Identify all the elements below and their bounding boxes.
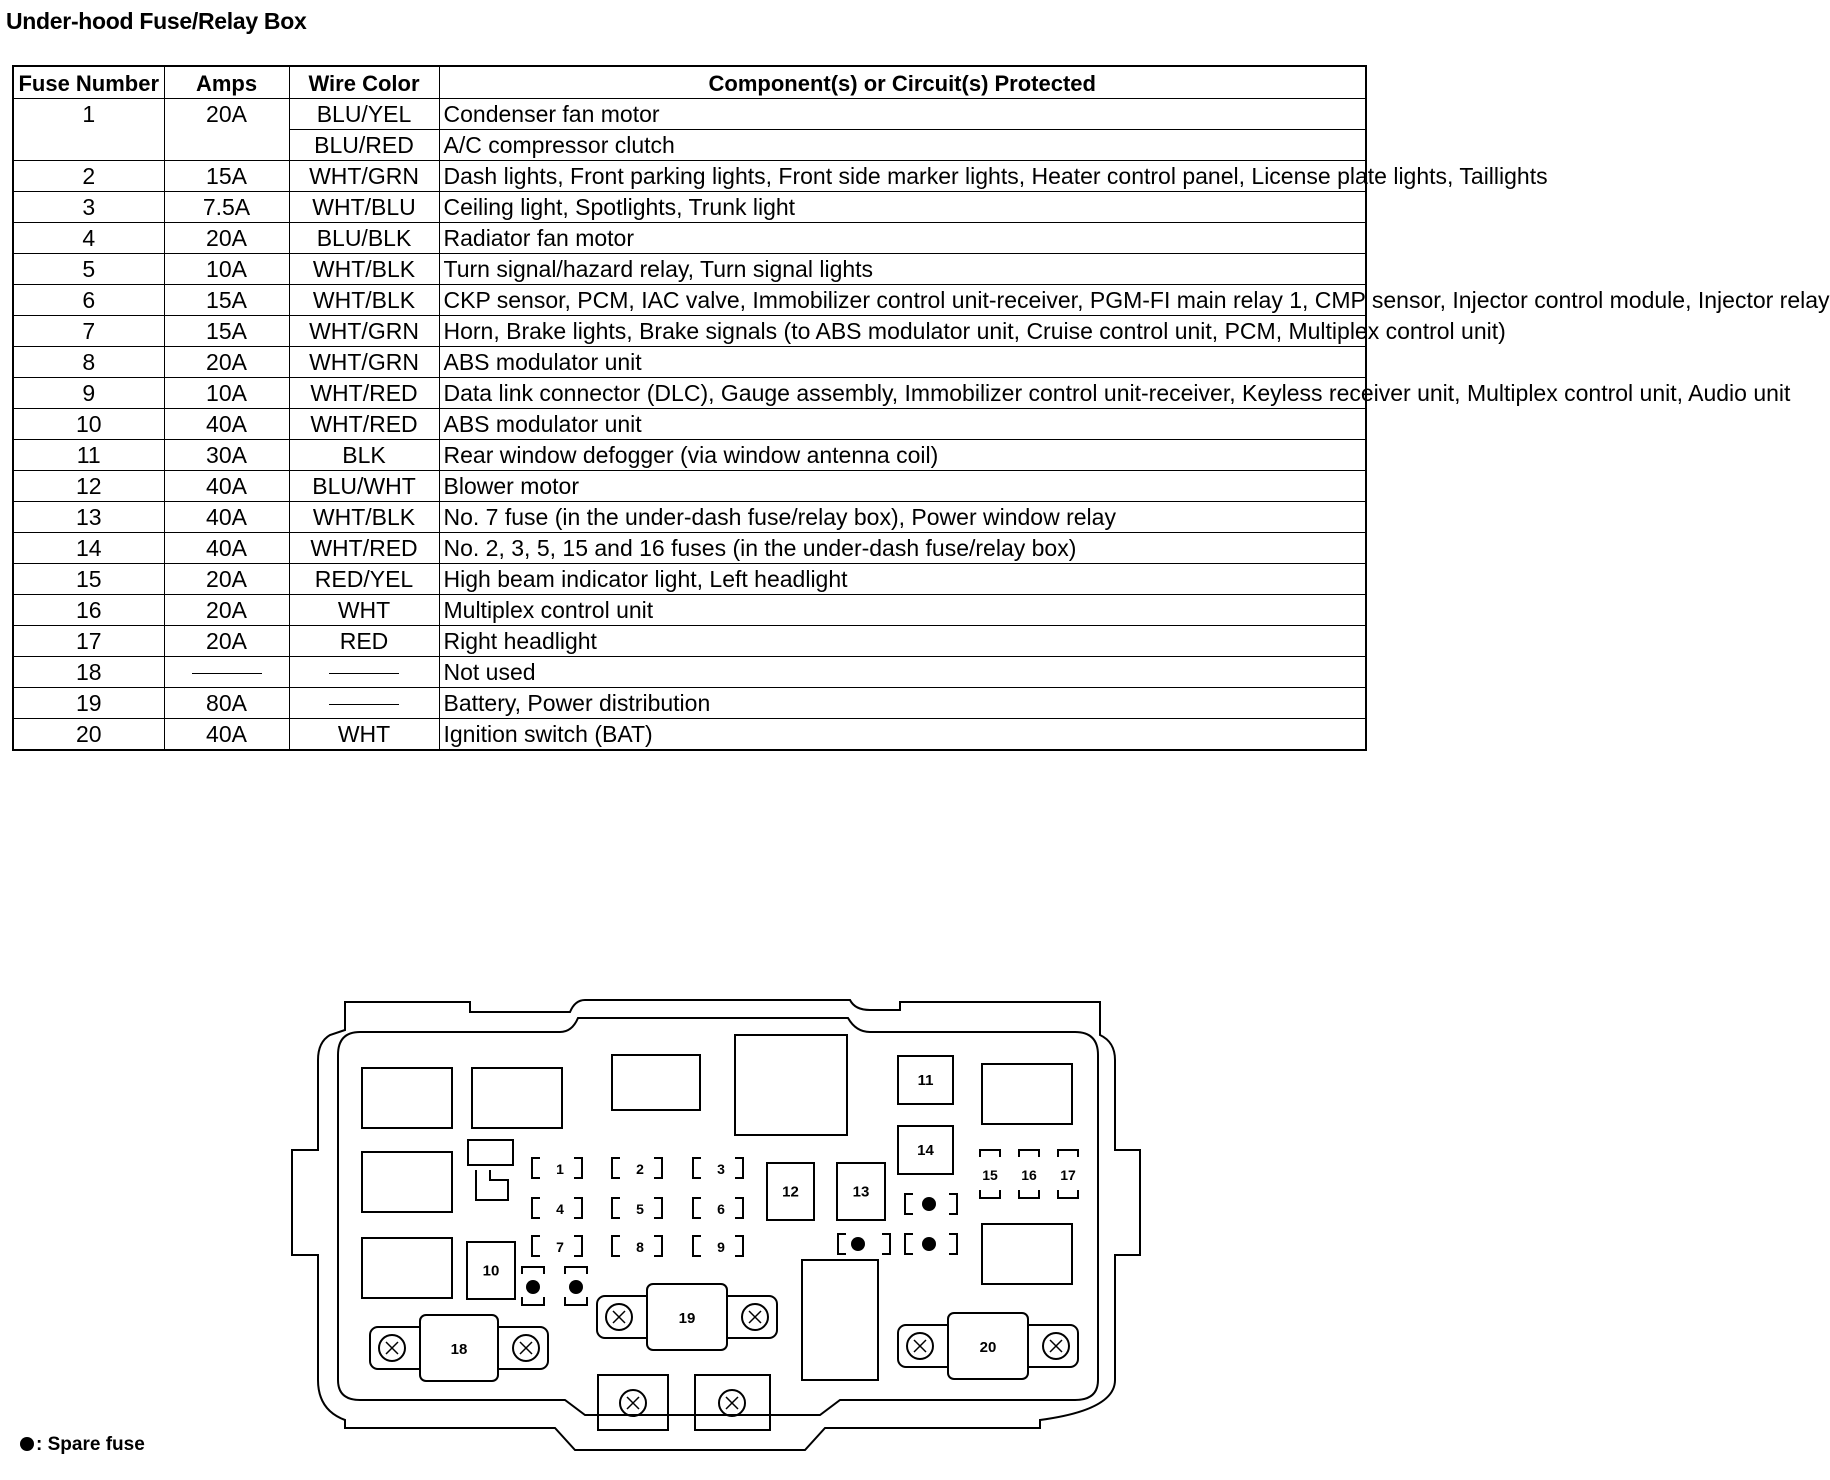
cell-component: No. 2, 3, 5, 15 and 16 fuses (in the under-dash fuse/relay box) bbox=[439, 533, 1366, 564]
header-fuse-number: Fuse Number bbox=[13, 66, 164, 99]
fuse-label-6: 6 bbox=[717, 1201, 725, 1217]
cell-component: Battery, Power distribution bbox=[439, 688, 1366, 719]
fuse-label-14: 14 bbox=[917, 1142, 934, 1159]
not-applicable-dash bbox=[192, 673, 262, 674]
spare-fuse-legend bbox=[20, 1434, 145, 1456]
fuse-table bbox=[12, 65, 1830, 751]
cell-amps: 15A bbox=[164, 285, 289, 316]
cell-wire-color: WHT/BLK bbox=[289, 285, 439, 316]
table-row bbox=[13, 161, 1366, 192]
table-row bbox=[13, 688, 1366, 719]
cell-amps: 40A bbox=[164, 471, 289, 502]
relay-right-1 bbox=[982, 1064, 1072, 1124]
cell-wire-color: WHT/GRN bbox=[289, 161, 439, 192]
relay-top-large bbox=[735, 1035, 847, 1135]
cell-wire-color bbox=[289, 657, 439, 688]
cell-wire-color: WHT/BLK bbox=[289, 502, 439, 533]
cell-component: ABS modulator unit bbox=[439, 409, 1366, 440]
fuse-label-17: 17 bbox=[1060, 1167, 1076, 1183]
cell-amps: 40A bbox=[164, 533, 289, 564]
cell-fuse-number: 1 bbox=[13, 99, 164, 130]
cell-fuse-number: 6 bbox=[13, 285, 164, 316]
fuse-label-12: 12 bbox=[782, 1183, 799, 1201]
cell-fuse-number: 19 bbox=[13, 688, 164, 719]
table-row bbox=[13, 471, 1366, 502]
header-component: Component(s) or Circuit(s) Protected bbox=[439, 66, 1366, 99]
fuse-label-20: 20 bbox=[979, 1339, 997, 1356]
cell-component: No. 7 fuse (in the under-dash fuse/relay box), Power window relay bbox=[439, 502, 1366, 533]
cell-wire-color: WHT bbox=[289, 719, 439, 751]
cell-fuse-number: 18 bbox=[13, 657, 164, 688]
fuse-label-1: 1 bbox=[556, 1161, 564, 1177]
fuse-label-11: 11 bbox=[917, 1072, 934, 1089]
cell-component: Ceiling light, Spotlights, Trunk light bbox=[439, 192, 1366, 223]
fuse-label-9: 9 bbox=[717, 1239, 725, 1255]
spare-fuse-dot bbox=[569, 1280, 583, 1294]
cell-amps: 30A bbox=[164, 440, 289, 471]
cell-amps: 10A bbox=[164, 254, 289, 285]
relay-left-3 bbox=[362, 1238, 452, 1298]
cell-fuse-number: 15 bbox=[13, 564, 164, 595]
cell-amps: 40A bbox=[164, 502, 289, 533]
relay-right-2 bbox=[982, 1224, 1072, 1284]
cell-fuse-number: 7 bbox=[13, 316, 164, 347]
table-row bbox=[13, 502, 1366, 533]
cell-amps: 40A bbox=[164, 719, 289, 751]
bolt-cross-icon bbox=[627, 1397, 639, 1409]
header-amps: Amps bbox=[164, 66, 289, 99]
table-row bbox=[13, 99, 1366, 130]
cell-wire-color: BLU/WHT bbox=[289, 471, 439, 502]
cell-amps: 7.5A bbox=[164, 192, 289, 223]
cell-wire-color: WHT/GRN bbox=[289, 347, 439, 378]
cell-amps: 20A bbox=[164, 347, 289, 378]
cell-component: Not used bbox=[439, 657, 1366, 688]
fuse-label-4: 4 bbox=[556, 1201, 564, 1217]
fuse-label-15: 15 bbox=[982, 1167, 998, 1183]
diode-connector-base bbox=[476, 1170, 508, 1200]
not-applicable-dash bbox=[329, 673, 399, 674]
cell-fuse-number: 9 bbox=[13, 378, 164, 409]
fuse-label-18: 18 bbox=[450, 1341, 468, 1358]
table-row bbox=[13, 657, 1366, 688]
table-row bbox=[13, 192, 1366, 223]
cell-component: High beam indicator light, Left headlight bbox=[439, 564, 1366, 595]
cell-amps: 40A bbox=[164, 409, 289, 440]
legend-label: : Spare fuse bbox=[36, 1434, 145, 1455]
cell-fuse-number: 12 bbox=[13, 471, 164, 502]
cell-component: A/C compressor clutch bbox=[439, 130, 1366, 161]
fuse-label-7: 7 bbox=[556, 1239, 564, 1255]
fuse-label-5: 5 bbox=[636, 1201, 644, 1217]
cell-component: Data link connector (DLC), Gauge assembly, Immobilizer control unit-receiver, Keyless receiver unit, Multiplex control unit, Audio unit bbox=[439, 378, 1366, 409]
cell-component: ABS modulator unit bbox=[439, 347, 1366, 378]
cell-wire-color: RED bbox=[289, 626, 439, 657]
cell-wire-color: BLU/YEL bbox=[289, 99, 439, 130]
table-row bbox=[13, 285, 1366, 316]
fuse-box-diagram bbox=[0, 980, 1392, 1450]
relay-top-1 bbox=[472, 1068, 562, 1128]
cell-wire-color: BLU/RED bbox=[289, 130, 439, 161]
table-row bbox=[13, 316, 1366, 347]
table-row bbox=[13, 533, 1366, 564]
cell-fuse-number: 20 bbox=[13, 719, 164, 751]
fuse-label-8: 8 bbox=[636, 1239, 644, 1255]
cell-wire-color bbox=[289, 688, 439, 719]
fuse-label-10: 10 bbox=[482, 1262, 500, 1280]
table-row bbox=[13, 409, 1366, 440]
cell-wire-color: BLU/BLK bbox=[289, 223, 439, 254]
cell-fuse-number: 4 bbox=[13, 223, 164, 254]
cell-fuse-number: 10 bbox=[13, 409, 164, 440]
bolt-cross-icon bbox=[914, 1340, 926, 1352]
table-row bbox=[13, 223, 1366, 254]
relay-left-2 bbox=[362, 1152, 452, 1212]
relay-right-tall bbox=[802, 1260, 878, 1380]
table-row bbox=[13, 719, 1366, 751]
cell-wire-color: WHT/BLU bbox=[289, 192, 439, 223]
table-row bbox=[13, 564, 1366, 595]
cell-amps: 20A bbox=[164, 99, 289, 130]
cell-fuse-number: 11 bbox=[13, 440, 164, 471]
cell-component: Radiator fan motor bbox=[439, 223, 1366, 254]
cell-fuse-number: 8 bbox=[13, 347, 164, 378]
bolt-cross-icon bbox=[386, 1342, 398, 1354]
cell-component: Turn signal/hazard relay, Turn signal lights bbox=[439, 254, 1366, 285]
cell-fuse-number bbox=[13, 130, 164, 161]
cell-component: Horn, Brake lights, Brake signals (to ABS modulator unit, Cruise control unit, PCM, Multiplex control unit) bbox=[439, 316, 1366, 347]
cell-component: Ignition switch (BAT) bbox=[439, 719, 1366, 751]
spare-fuse-dot bbox=[922, 1237, 936, 1251]
page-title: Under-hood Fuse/Relay Box bbox=[6, 8, 307, 34]
cell-fuse-number: 5 bbox=[13, 254, 164, 285]
cell-fuse-number: 16 bbox=[13, 595, 164, 626]
table-header-row bbox=[13, 66, 1366, 99]
table-row bbox=[13, 440, 1366, 471]
bolt-cross-icon bbox=[1050, 1340, 1062, 1352]
spare-fuse-dot bbox=[922, 1197, 936, 1211]
cell-component: Right headlight bbox=[439, 626, 1366, 657]
cell-fuse-number: 2 bbox=[13, 161, 164, 192]
cell-component: Multiplex control unit bbox=[439, 595, 1366, 626]
spare-fuse-dot bbox=[851, 1237, 865, 1251]
cell-fuse-number: 17 bbox=[13, 626, 164, 657]
fuse-label-3: 3 bbox=[717, 1161, 725, 1177]
relay-top-2 bbox=[612, 1055, 700, 1110]
header-wire-color: Wire Color bbox=[289, 66, 439, 99]
spare-fuse-dot-icon bbox=[20, 1437, 34, 1451]
bolt-cross-icon bbox=[726, 1397, 738, 1409]
cell-amps: 20A bbox=[164, 223, 289, 254]
cell-component: Dash lights, Front parking lights, Front side marker lights, Heater control panel, License plate lights, Taillights bbox=[439, 161, 1366, 192]
cell-wire-color: WHT/RED bbox=[289, 409, 439, 440]
fuse-label-19: 19 bbox=[678, 1310, 696, 1327]
cell-wire-color: RED/YEL bbox=[289, 564, 439, 595]
table-row bbox=[13, 347, 1366, 378]
table-row bbox=[13, 626, 1366, 657]
fuse-label-16: 16 bbox=[1021, 1167, 1037, 1183]
relay-left-1 bbox=[362, 1068, 452, 1128]
bolt-cross-icon bbox=[520, 1342, 532, 1354]
cell-amps: 80A bbox=[164, 688, 289, 719]
cell-wire-color: BLK bbox=[289, 440, 439, 471]
cell-fuse-number: 13 bbox=[13, 502, 164, 533]
fuse-label-13: 13 bbox=[852, 1183, 870, 1201]
cell-component: Condenser fan motor bbox=[439, 99, 1366, 130]
cell-fuse-number: 14 bbox=[13, 533, 164, 564]
cell-wire-color: WHT bbox=[289, 595, 439, 626]
cell-wire-color: WHT/RED bbox=[289, 378, 439, 409]
cell-amps: 15A bbox=[164, 161, 289, 192]
cell-fuse-number: 3 bbox=[13, 192, 164, 223]
cell-amps: 20A bbox=[164, 564, 289, 595]
table-row bbox=[13, 130, 1366, 161]
cell-amps bbox=[164, 130, 289, 161]
cell-component: Rear window defogger (via window antenna coil) bbox=[439, 440, 1366, 471]
cell-amps: 10A bbox=[164, 378, 289, 409]
cell-component: Blower motor bbox=[439, 471, 1366, 502]
fuse-label-2: 2 bbox=[636, 1161, 644, 1177]
not-applicable-dash bbox=[329, 704, 399, 705]
bolt-cross-icon bbox=[613, 1311, 625, 1323]
spare-fuse-dot bbox=[526, 1280, 540, 1294]
bolt-cross-icon bbox=[749, 1311, 761, 1323]
table-row bbox=[13, 378, 1366, 409]
cell-wire-color: WHT/GRN bbox=[289, 316, 439, 347]
cell-amps bbox=[164, 657, 289, 688]
table-row bbox=[13, 595, 1366, 626]
cell-component: CKP sensor, PCM, IAC valve, Immobilizer control unit-receiver, PGM-FI main relay 1, CMP sensor, Injector control module, Injector relay bbox=[439, 285, 1366, 316]
table-row bbox=[13, 254, 1366, 285]
cell-wire-color: WHT/BLK bbox=[289, 254, 439, 285]
diode-connector bbox=[468, 1140, 513, 1165]
cell-amps: 20A bbox=[164, 626, 289, 657]
cell-wire-color: WHT/RED bbox=[289, 533, 439, 564]
cell-amps: 15A bbox=[164, 316, 289, 347]
cell-amps: 20A bbox=[164, 595, 289, 626]
